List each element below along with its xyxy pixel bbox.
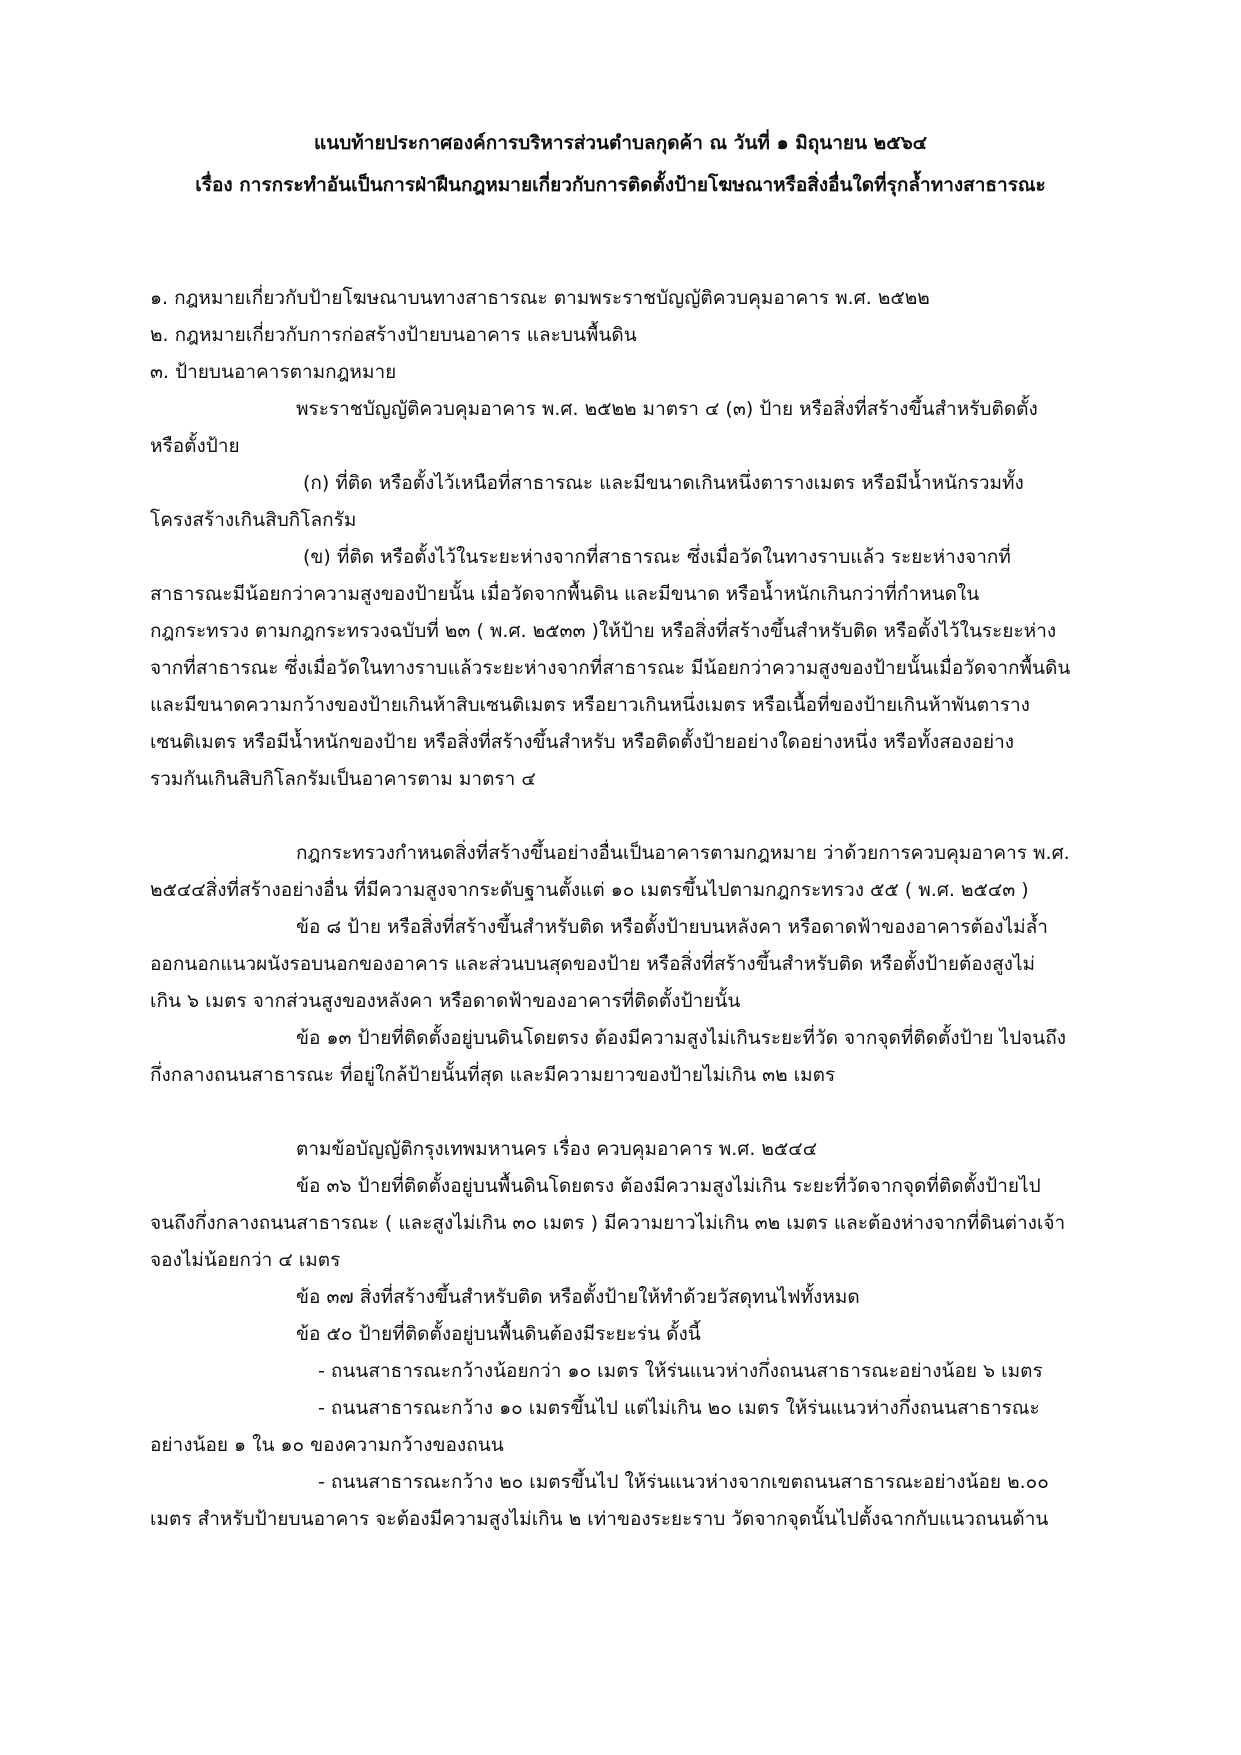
paragraph-line: จนถึงกึ่งกลางถนนสาธารณะ ( และสูงไม่เกิน ๓๐ เมตร ) มีความยาวไม่เกิน ๓๒ เมตร และต้องห่างจากที่ดินต่างเจ้า (150, 1212, 1066, 1234)
list-item: ๒. กฎหมายเกี่ยวกับการก่อสร้างป้ายบนอาคาร และบนพื้นดิน (150, 324, 637, 346)
paragraph-line: - ถนนสาธารณะกว้าง ๑๐ เมตรขึ้นไป แต่ไม่เกิน ๒๐ เมตร ให้ร่นแนวห่างกึ่งถนนสาธารณะ (318, 1397, 1040, 1419)
paragraph-line: กึ่งกลางถนนสาธารณะ ที่อยู่ใกล้ป้ายนั้นที่สุด และมีความยาวของป้ายไม่เกิน ๓๒ เมตร (150, 1064, 836, 1086)
paragraph-line: (ข) ที่ติด หรือตั้งไว้ในระยะห่างจากที่สาธารณะ ซึ่งเมื่อวัดในทางราบแล้ว ระยะห่างจากที่ (303, 546, 1011, 568)
paragraph-line: เซนติเมตร หรือมีน้ำหนักของป้าย หรือสิ่งที่สร้างขึ้นสำหรับ หรือติดตั้งป้ายอย่างใดอย่างหนึ่ง หรือทั้งสองอย่าง (150, 731, 1015, 753)
paragraph-line: - ถนนสาธารณะกว้าง ๒๐ เมตรขึ้นไป ให้ร่นแนวห่างจากเขตถนนสาธารณะอย่างน้อย ๒.๐๐ (318, 1471, 1049, 1493)
paragraph-line: และมีขนาดความกว้างของป้ายเกินห้าสิบเซนติเมตร หรือยาวเกินหนึ่งเมตร หรือเนื้อที่ของป้ายเกินห้าพันตาราง (150, 694, 1030, 716)
paragraph-line: พระราชบัญญัติควบคุมอาคาร พ.ศ. ๒๕๒๒ มาตรา ๔ (๓) ป้าย หรือสิ่งที่สร้างขึ้นสำหรับติดตั้ง (296, 398, 1038, 420)
paragraph-line: จองไม่น้อยกว่า ๔ เมตร (150, 1249, 341, 1271)
paragraph-line: อย่างน้อย ๑ ใน ๑๐ ของความกว้างของถนน (150, 1434, 504, 1456)
paragraph-line: ข้อ ๓๗ สิ่งที่สร้างขึ้นสำหรับติด หรือตั้งป้ายให้ทำด้วยวัสดุทนไฟทั้งหมด (296, 1286, 860, 1308)
document-title-line-1: แนบท้ายประกาศองค์การบริหารส่วนตำบลกุดค้า ณ วันที่ ๑ มิถุนายน ๒๕๖๔ (313, 132, 928, 154)
list-item: ๓. ป้ายบนอาคารตามกฎหมาย (150, 361, 397, 383)
paragraph-line: เมตร สำหรับป้ายบนอาคาร จะต้องมีความสูงไม่เกิน ๒ เท่าของระยะราบ วัดจากจุดนั้นไปตั้งฉากกับแนวถนนด้าน (150, 1508, 1049, 1530)
paragraph-line: (ก) ที่ติด หรือตั้งไว้เหนือที่สาธารณะ และมีขนาดเกินหนึ่งตารางเมตร หรือมีน้ำหนักรวมทั้ง (303, 472, 1024, 494)
paragraph-line: กฎกระทรวงกำหนดสิ่งที่สร้างขึ้นอย่างอื่นเป็นอาคารตามกฎหมาย ว่าด้วยการควบคุมอาคาร พ.ศ. (296, 842, 1070, 864)
list-item: ๑. กฎหมายเกี่ยวกับป้ายโฆษณาบนทางสาธารณะ ตามพระราชบัญญัติควบคุมอาคาร พ.ศ. ๒๕๒๒ (150, 287, 930, 309)
paragraph-line: เกิน ๖ เมตร จากส่วนสูงของหลังคา หรือดาดฟ้าของอาคารที่ติดตั้งป้ายนั้น (150, 990, 741, 1012)
paragraph-line: ข้อ ๕๐ ป้ายที่ติดตั้งอยู่บนพื้นดินต้องมีระยะร่น ดั้งนี้ (296, 1323, 701, 1345)
paragraph-line: ๒๕๔๔สิ่งที่สร้างอย่างอื่น ที่มีความสูงจากระดับฐานตั้งแต่ ๑๐ เมตรขึ้นไปตามกฎกระทรวง ๕๕ ( พ.ศ. ๒๕๔๓ ) (150, 879, 1029, 901)
paragraph-line: กฎกระทรวง ตามกฎกระทรวงฉบับที่ ๒๓ ( พ.ศ. ๒๕๓๓ )ให้ป้าย หรือสิ่งที่สร้างขึ้นสำหรับติด หรือตั้งไว้ในระยะห่าง (150, 620, 1057, 642)
paragraph-line: ตามข้อบัญญัติกรุงเทพมหานคร เรื่อง ควบคุมอาคาร พ.ศ. ๒๕๔๔ (296, 1138, 818, 1160)
paragraph-line: ออกนอกแนวผนังรอบนอกของอาคาร และส่วนบนสุดของป้าย หรือสิ่งที่สร้างขึ้นสำหรับติด หรือตั้งป้ายต้องสูงไม่ (150, 953, 1036, 975)
paragraph-line: สาธารณะมีน้อยกว่าความสูงของป้ายนั้น เมื่อวัดจากพื้นดิน และมีขนาด หรือน้ำหนักเกินกว่าที่กำหนดใน (150, 583, 980, 605)
paragraph-line: ข้อ ๓๖ ป้ายที่ติดตั้งอยู่บนพื้นดินโดยตรง ต้องมีความสูงไม่เกิน ระยะที่วัดจากจุดที่ติดตั้งป้ายไป (296, 1175, 1041, 1197)
paragraph-line: หรือตั้งป้าย (150, 435, 240, 457)
paragraph-line: โครงสร้างเกินสิบกิโลกรัม (150, 509, 357, 531)
paragraph-line: - ถนนสาธารณะกว้างน้อยกว่า ๑๐ เมตร ให้ร่นแนวห่างกึ่งถนนสาธารณะอย่างน้อย ๖ เมตร (318, 1360, 1043, 1382)
paragraph-line: รวมกันเกินสิบกิโลกรัมเป็นอาคารตาม มาตรา ๔ (150, 768, 536, 790)
document-title-line-2: เรื่อง การกระทำอันเป็นการฝ่าฝืนกฎหมายเกี่ยวกับการติดตั้งป้ายโฆษณาหรือสิ่งอื่นใดที่รุกล้ำทางสาธารณะ (195, 174, 1046, 196)
paragraph-line: ข้อ ๑๓ ป้ายที่ติดตั้งอยู่บนดินโดยตรง ต้องมีความสูงไม่เกินระยะที่วัด จากจุดที่ติดตั้งป้าย ไปจนถึง (296, 1027, 1067, 1049)
paragraph-line: จากที่สาธารณะ ซึ่งเมื่อวัดในทางราบแล้วระยะห่างจากที่สาธารณะ มีน้อยกว่าความสูงของป้ายนั้นเมื่อวัดจากพื้นดิน (150, 657, 1071, 679)
paragraph-line: ข้อ ๘ ป้าย หรือสิ่งที่สร้างขึ้นสำหรับติด หรือตั้งป้ายบนหลังคา หรือดาดฟ้าของอาคารต้องไม่ล้ำ (296, 916, 1048, 938)
